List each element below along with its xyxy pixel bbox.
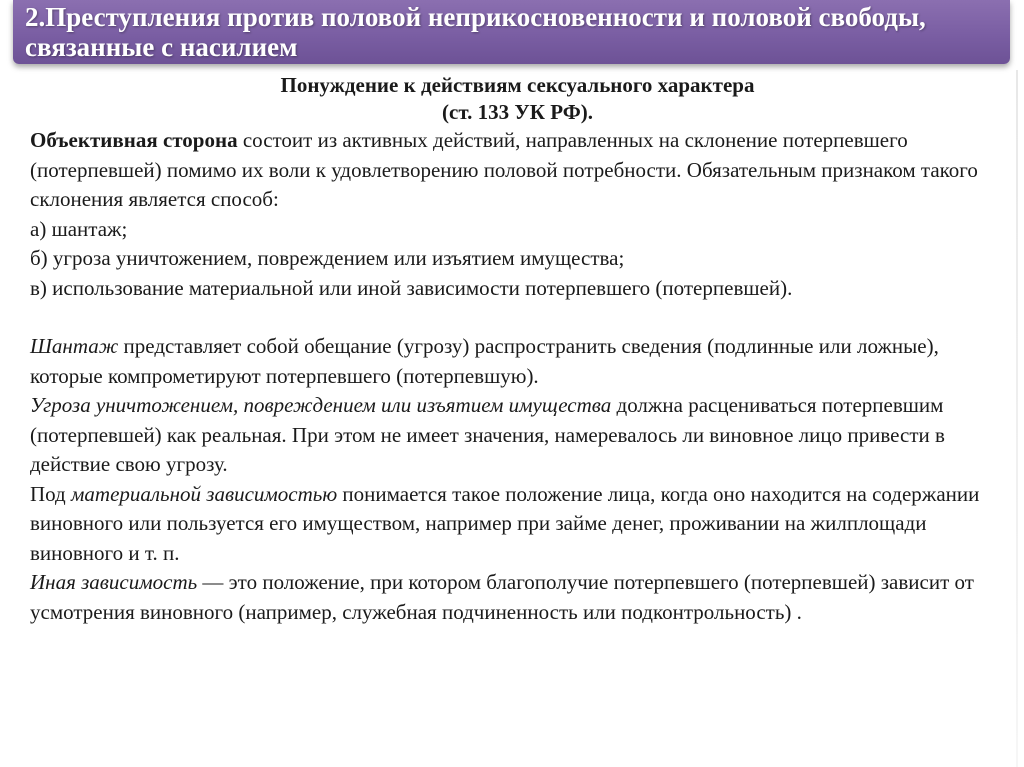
other-paragraph xyxy=(30,568,1005,627)
method-item-a: а) шантаж; xyxy=(30,216,128,241)
threat-term: Угроза уничтожением, повреждением или изъятием имущества xyxy=(30,393,612,417)
material-prefix: Под xyxy=(30,481,71,506)
header-banner xyxy=(13,0,1010,64)
material-paragraph xyxy=(30,480,1005,569)
objective-lead: Объективная сторона xyxy=(30,128,238,152)
threat-text: должна расцениваться потерпевшим (потерпевшей) как реальная. При этом не имеет значения, намеревалось ли виновное лицо привести в действие свою угрозу. xyxy=(30,393,945,476)
material-term: материальной зависимостью xyxy=(71,481,338,506)
other-term: Иная зависимость xyxy=(30,570,198,594)
blackmail-paragraph xyxy=(30,332,1005,391)
section-title-line2: (ст. 133 УК РФ). xyxy=(442,100,593,124)
spacer xyxy=(30,303,1005,332)
page-title: 2.Преступления против половой неприкосновенности и половой свободы, связанные с насилием xyxy=(25,2,926,62)
slide-edge xyxy=(1016,70,1018,767)
method-item-c: в) использование материальной или иной зависимости потерпевшего (потерпевшей). xyxy=(30,275,793,300)
method-item-b: б) угроза уничтожением, повреждением или изъятием имущества; xyxy=(30,246,625,270)
blackmail-term: Шантаж xyxy=(30,334,119,358)
other-text: — это положение, при котором благополучие потерпевшего (потерпевшей) зависит от усмотрения виновного (например, служебная подчиненность или подконтрольность) . xyxy=(30,570,974,624)
blackmail-text: представляет собой обещание (угрозу) распространить сведения (подлинные или ложные), которые компрометируют потерпевшего (потерпевшую). xyxy=(30,334,939,388)
objective-text: состоит из активных действий, направленных на склонение потерпевшего (потерпевшей) помимо их воли к удовлетворению половой потребности. Обязательным признаком такого склонения является способ: xyxy=(30,128,978,211)
threat-paragraph xyxy=(30,391,1005,480)
material-text: понимается такое положение лица, когда оно находится на содержании виновного или пользуется его имуществом, например при займе денег, проживании на жилплощади виновного и т. п. xyxy=(30,481,980,565)
content-area xyxy=(30,72,1005,627)
objective-paragraph xyxy=(30,126,1005,215)
section-title-line1: Понуждение к действиям сексуального характера xyxy=(280,73,755,97)
